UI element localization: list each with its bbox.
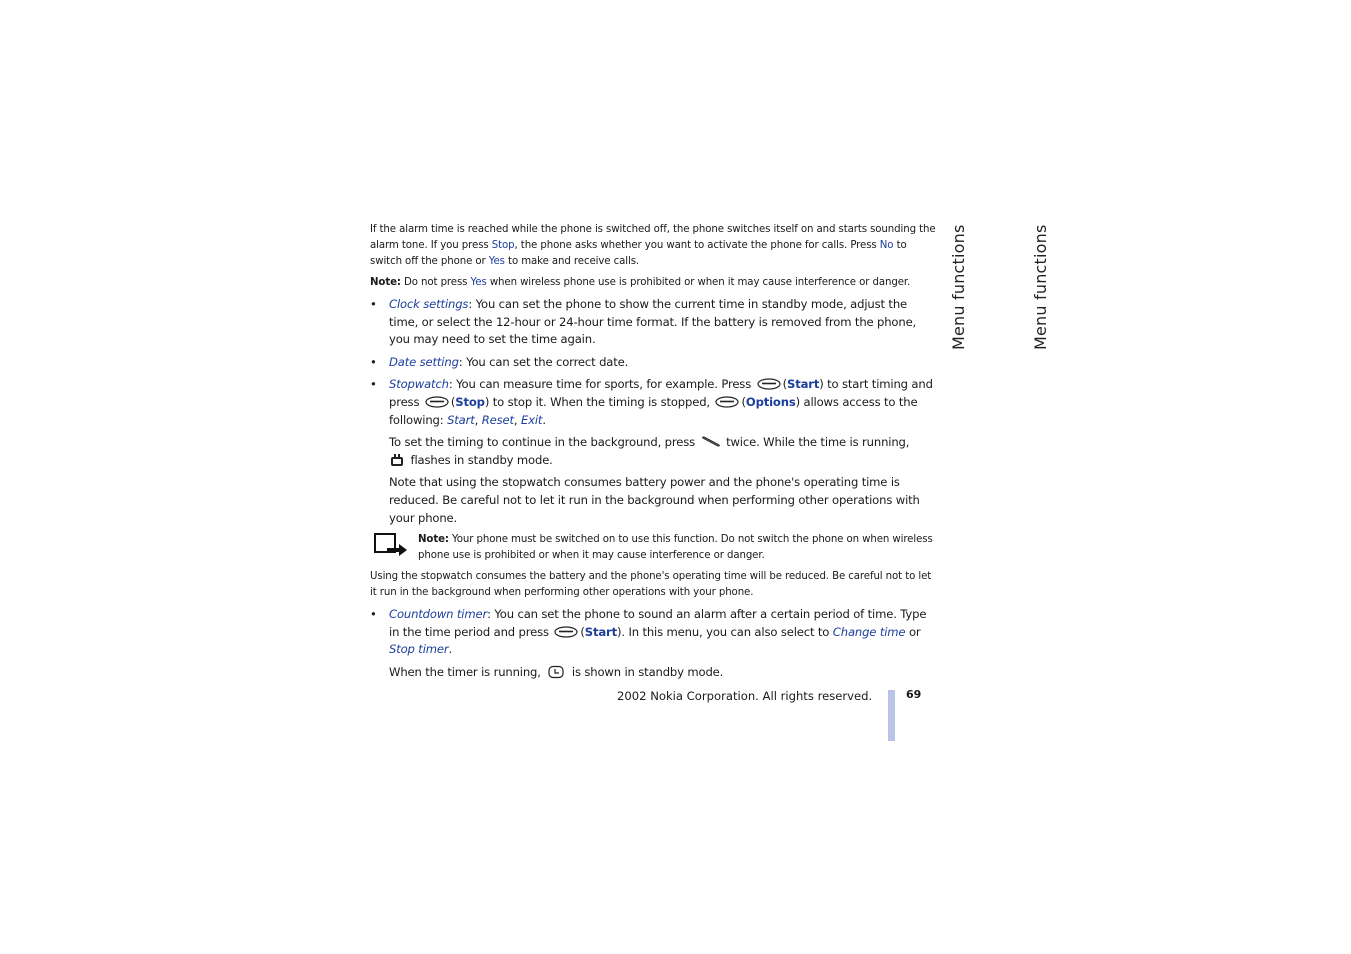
list-item-clock-settings: • Clock settings: You can set the phone to show the current time in standby mode, adjust the time, or select the 12-hour or 24-hour time format. If the battery is removed from the phone, you may need to set the time again. [370, 297, 917, 347]
stopwatch-battery-paragraph: Using the stopwatch consumes the battery and the phone's operating time will be reduced. Be careful not to let it run in the background when performing other operations with your phone. [370, 571, 932, 599]
clock-settings-term: Clock settings [389, 297, 469, 311]
note-text: Note: Your phone must be switched on to use this function. Do not switch the phone on when wireless phone use is prohibited or when it may cause interference or danger. [418, 534, 933, 562]
selection-key-icon [757, 378, 781, 390]
feature-list-countdown [370, 606, 936, 659]
alarm-paragraph: If the alarm time is reached while the phone is switched off, the phone switches itself on and starts sounding the alarm tone. If you press Stop, the phone asks whether you want to activate the phone for calls. Press No to switch off the phone or Yes to make and receive calls. [370, 224, 936, 267]
timer-icon [546, 665, 566, 679]
side-tab-label: Menu functions [949, 224, 968, 350]
alarm-note: Note: Do not press Yes when wireless phone use is prohibited or when it may cause interference or danger. [370, 277, 911, 288]
countdown-timer-term: Countdown timer [389, 607, 488, 622]
side-tab-label-duplicate: Menu functions [1031, 224, 1050, 350]
background-paragraph: To set the timing to continue in the background, press twice. While the time is running, flashes in standby mode. [389, 435, 910, 467]
list-item-stopwatch: • Stopwatch: You can measure time for sports, for example. Press (Start) to start timing and press (Stop) to stop it. When the timing is stopped, (Options) allows access to the following: Start, Reset, Exit. [370, 377, 933, 427]
page-number: 69 [906, 688, 922, 701]
page-bar [888, 690, 895, 741]
list-item-date-setting: • Date setting: You can set the correct date. [370, 354, 629, 369]
no-softkey-label: No [879, 240, 894, 251]
copyright-footer: 2002 Nokia Corporation. All rights reserved. [617, 689, 873, 703]
stopwatch-term: Stopwatch [389, 377, 449, 392]
feature-list [370, 296, 936, 429]
selection-key-icon [554, 626, 578, 638]
end-key-icon [701, 435, 721, 449]
selection-key-icon [715, 396, 739, 408]
list-item-countdown-timer: • Countdown timer: You can set the phone to sound an alarm after a certain period of time. Type in the time period and press (Start). In this menu, you can also select to Change time or Stop timer. [370, 607, 927, 657]
yes-softkey-label: Yes [488, 256, 505, 267]
manual-page [370, 222, 936, 687]
note-icon [373, 532, 409, 556]
battery-paragraph: Note that using the stopwatch consumes battery power and the phone's operating time is reduced. Be careful not to let it run in the background when performing other operations with your phone. [389, 475, 920, 525]
note-box [370, 532, 936, 564]
stopwatch-icon [389, 453, 405, 467]
date-setting-term: Date setting [389, 354, 459, 369]
stop-softkey-label: Stop [491, 240, 515, 251]
timer-running-paragraph: When the timer is running, is shown in standby mode. [389, 664, 724, 679]
selection-key-icon [425, 396, 449, 408]
